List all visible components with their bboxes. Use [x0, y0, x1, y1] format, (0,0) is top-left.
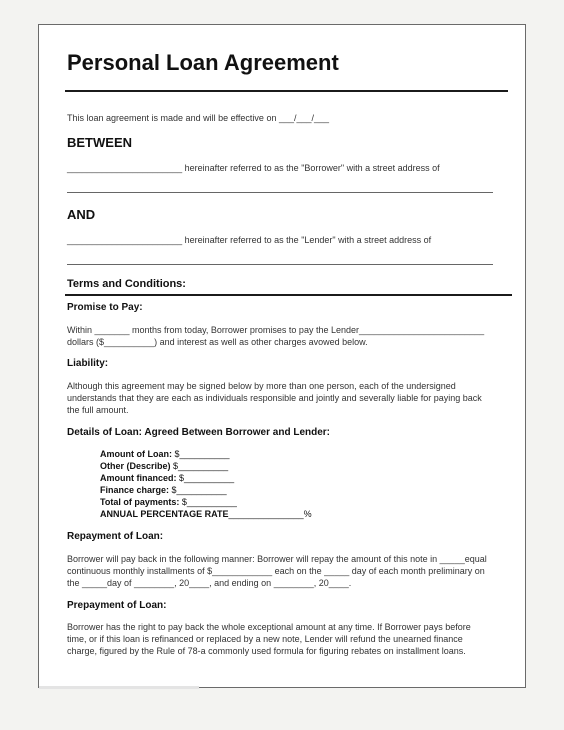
repayment-line-1: Borrower will pay back in the following manner: Borrower will repay the amount of this note in _____equal	[67, 554, 487, 564]
borrower-address-line	[67, 192, 493, 193]
detail-label: Amount financed:	[100, 473, 177, 483]
liability-line-2: understands that they are each as individuals responsible and jointly and severally liable for paying back	[67, 393, 482, 403]
prepayment-heading: Prepayment of Loan:	[67, 600, 167, 611]
repayment-heading: Repayment of Loan:	[67, 531, 164, 542]
borrower-line: _______________________ hereinafter referred to as the "Borrower" with a street address of	[67, 163, 440, 173]
detail-amount-of-loan	[100, 449, 230, 459]
liability-line-3: the full amount.	[67, 405, 129, 415]
detail-label: Other (Describe)	[100, 461, 171, 471]
effective-date-line: This loan agreement is made and will be effective on ___/___/___	[67, 113, 330, 123]
detail-value: $__________	[171, 485, 227, 495]
and-heading: AND	[67, 207, 96, 222]
liability-heading: Liability:	[67, 358, 109, 369]
detail-amount-financed	[100, 473, 234, 483]
detail-value: $__________	[179, 473, 235, 483]
prepayment-line-2: time, or if this loan is refinanced or replaced by a new note, Lender will refund the unearned finance	[67, 634, 463, 644]
document-page	[38, 24, 526, 688]
detail-value: $__________	[181, 497, 237, 507]
detail-label: ANNUAL PERCENTAGE RATE	[100, 509, 229, 519]
promise-line-2: dollars ($__________) and interest as well as other charges avowed below.	[67, 337, 368, 347]
detail-other	[100, 461, 228, 471]
detail-total-payments	[100, 497, 237, 507]
details-heading: Details of Loan: Agreed Between Borrower and Lender:	[67, 427, 331, 438]
prepayment-line-3: charge, figured by the Rule of 78-a commonly used formula for figuring rebates on installment loans.	[67, 646, 466, 656]
promise-line-1: Within _______ months from today, Borrower promises to pay the Lender_________________________	[67, 325, 485, 335]
document-title: Personal Loan Agreement	[67, 50, 339, 75]
lender-address-line	[67, 264, 493, 265]
liability-line-1: Although this agreement may be signed below by more than one person, each of the undersigned	[67, 381, 456, 391]
detail-label: Amount of Loan:	[100, 449, 172, 459]
detail-value: _______________%	[228, 509, 312, 519]
between-heading: BETWEEN	[67, 135, 132, 150]
promise-heading: Promise to Pay:	[67, 302, 143, 313]
repayment-line-3: the _____day of ________, 20____, and ending on ________, 20____.	[67, 578, 352, 588]
terms-heading: Terms and Conditions:	[67, 278, 186, 290]
detail-finance-charge	[100, 485, 227, 495]
detail-label: Total of payments:	[100, 497, 180, 507]
repayment-line-2: continuous monthly installments of $____________ each on the _____ day of each month preliminary on	[67, 566, 485, 576]
lender-line: _______________________ hereinafter referred to as the "Lender" with a street address of	[67, 235, 432, 245]
detail-apr	[100, 509, 312, 519]
detail-label: Finance charge:	[100, 485, 170, 495]
footer-watermark-strip	[39, 686, 199, 689]
detail-value: $__________	[173, 461, 229, 471]
title-divider	[65, 90, 508, 92]
terms-divider	[65, 294, 512, 296]
prepayment-line-1: Borrower has the right to pay back the whole exceptional amount at any time. If Borrower pays before	[67, 622, 471, 632]
detail-value: $__________	[174, 449, 230, 459]
